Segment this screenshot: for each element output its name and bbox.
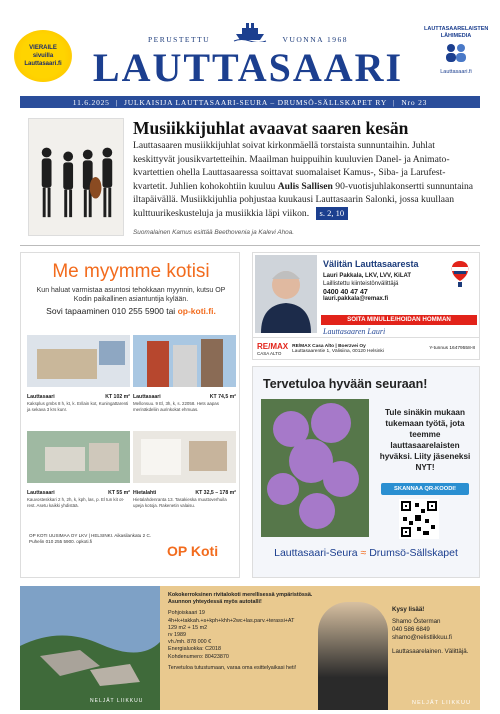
- listing-place: Hietalahti: [133, 490, 157, 496]
- op-footer: OP KOTI UUSIMAA OY LKV | HELSINKI. Aikasilankatu 2 C. Puhelin 010 255 5900. opkoti.fi: [29, 533, 152, 544]
- remax-balloon-icon: [447, 259, 473, 289]
- founded-line: [148, 35, 348, 44]
- listing-card[interactable]: [133, 431, 236, 508]
- call-me-banner[interactable]: SOITA MINULLE/HOIDAN HOMMAN: [321, 315, 477, 325]
- op-intro: Kun haluat varmistaa asuntosi tehokkaan myynnin, kutsu OP Kodin paikallinen asiantuntija kylään.: [36, 287, 226, 303]
- agent-name: Shamo Österman: [392, 618, 441, 625]
- badge-line-3: Lauttasaari.fi: [24, 61, 62, 67]
- remax-contact: [323, 273, 411, 304]
- lead-body-text: Lauttasaaren musiikkijuhlat soivat kirkonmäellä torstaista sunnuntaihin. Juhlat keskittyvät jousikvartetteihin. Maailman huippuihin kuuluvien Danel- ja Animato-kvartettien ohella Lauttasaaressa soittavat suomalaiset Kamus-, Siba- ja Larufest-kvartetit. Juhlien kohokohtiin kuuluu: [133, 140, 450, 192]
- lilac-photo: [261, 399, 369, 537]
- seura-name-fi: Lauttasaari-Seura: [274, 547, 358, 559]
- listing-card[interactable]: [27, 431, 130, 508]
- op-koti-logo: OP Koti: [167, 543, 219, 559]
- aerial-photo: [20, 586, 160, 710]
- ask-more: Kysy lisää!: [392, 606, 425, 613]
- remax-ytunnus: Y-tunnus 16479558-8: [429, 346, 475, 351]
- listing-place: Lauttasaari: [133, 394, 161, 400]
- op-tel-text: Sovi tapaaminen 010 255 5900 tai: [46, 306, 176, 316]
- separator: |: [393, 97, 396, 107]
- lead-bold-name: Aulis Sallisen: [277, 180, 333, 192]
- agent-role: Laillistettu kiinteistönvälittäjä: [323, 280, 399, 287]
- ad-line: Kohdenumero: 80423870: [168, 653, 229, 660]
- agent-portrait: [318, 602, 388, 710]
- agent-phone[interactable]: 0400 40 47 47: [323, 288, 368, 296]
- seura-footer: [253, 547, 479, 559]
- lead-body: [133, 139, 478, 220]
- remax-logo-sub: CASA ALTO: [257, 350, 282, 356]
- newspaper-title: LAUTTASAARI: [92, 45, 404, 90]
- lahimedia-site: Lauttasaari.fi: [440, 69, 472, 75]
- remax-footer: [253, 337, 479, 359]
- agency-brand: NELJÄT LIIKKUU: [412, 700, 472, 706]
- seura-headline: Tervetuloa hyvään seuraan!: [263, 377, 428, 391]
- agent-phone[interactable]: 040 586 6849: [392, 626, 430, 633]
- listing-desc: Mellonsuu. 9 El, 3h, k, s. 22058. Hets aapas merinäkdeliin aurinkokat ehmuas.: [133, 401, 219, 412]
- remax-title: Välitän Lauttasaaresta: [323, 259, 419, 269]
- dateline-bar: [20, 96, 480, 108]
- listing-price: KT 55 m²: [108, 490, 130, 496]
- photo-caption: Suomalainen Kamus esittää Beethovenia ja Kalevi Ahoa.: [133, 229, 295, 236]
- remax-company: RE/MAX Casa Alto | Boerzvei Oy: [292, 343, 366, 349]
- photo-watermark: NELJÄT LIIKKUU: [90, 698, 144, 704]
- real-estate-ad[interactable]: [20, 586, 480, 710]
- listing-card[interactable]: [133, 335, 236, 412]
- listing-photo: [133, 431, 236, 483]
- page-reference-link[interactable]: s. 2, 10: [316, 207, 349, 221]
- listing-photo: [27, 431, 130, 483]
- ad-line: 129 m2 + 15 m2: [168, 624, 208, 631]
- seura-text: Tule sinäkin mukaan tukemaan työtä, jota teemme lauttasaarelaisten hyväksi. Liity jäseneksi NYT!: [379, 408, 471, 472]
- seura-ad[interactable]: [252, 366, 480, 578]
- agent-signature: Lauttasaaren Lauri: [323, 327, 386, 336]
- listing-card[interactable]: [27, 335, 130, 412]
- listing-price: KT 102 m²: [105, 394, 130, 400]
- agent-email[interactable]: lauri.pakkala@remax.fi: [323, 296, 389, 303]
- agent-email[interactable]: shamo@nelistlikkuu.fi: [392, 634, 452, 641]
- lahimedia-title: LAUTTASAARELAISTEN LÄHIMEDIA: [424, 26, 489, 39]
- ad-tail: Tervetuloa tutustumaan, varaa oma esittelyaikasi heti!: [168, 664, 297, 671]
- lead-body-text-2: 90-vuotisjuhlakonsertti sunnuntaina iltapäivällä. Musiikkijuhlia pohjustaa kuukausi Lauttasaarin Salonki, jossa kuullaan kulttuurikeskusteluja ja musiikkia läpi viikon.: [133, 180, 474, 219]
- listing-price: KT 32,5 – 178 m²: [195, 490, 236, 496]
- listing-photo: [133, 335, 236, 387]
- ad-line: vh./mh. 878 000 €: [168, 639, 212, 646]
- ad-line: Energialuokka: C2018: [168, 646, 222, 653]
- op-link[interactable]: op-koti.fi.: [177, 306, 216, 316]
- op-koti-ad[interactable]: [20, 252, 240, 578]
- founded-right: VUONNA 1968: [282, 35, 348, 44]
- founded-left: PERUSTETTU: [148, 35, 211, 44]
- badge-line-1: VIERAILE: [29, 45, 57, 51]
- issue-number: Nro 23: [401, 97, 428, 107]
- separator: |: [115, 97, 119, 107]
- agent-photo: [255, 255, 317, 333]
- listing-place: Lauttasaari: [27, 490, 55, 496]
- masthead: [0, 0, 500, 96]
- badge-line-2: sivuilla: [32, 53, 54, 59]
- seura-name-sv: Drumsö-Sällskapet: [369, 547, 458, 559]
- ad-line: Pohjoiskaari 19: [168, 610, 205, 617]
- ad-line: rv 1989: [168, 632, 186, 639]
- listing-desc: Hietalahdenranta 13. Tasakieska muuttoverhuila upeja kotoja. Rakenetin valaisu.: [133, 497, 227, 508]
- op-headline: Me myymme kotisi: [52, 261, 210, 282]
- remax-address: Lauttasaarentie 1, Välisiina, 00120 Helsinki: [292, 348, 384, 354]
- issue-date: 11.6.2025: [72, 97, 110, 107]
- scan-qr-button[interactable]: SKANNAA QR-KOODI!: [381, 483, 469, 495]
- publisher: JULKAISIJA LAUTTASAARI-SEURA – DRUMSÖ-SÄLLSKAPET RY: [124, 97, 388, 107]
- remax-logo: RE/MAX: [257, 341, 289, 351]
- listing-desc: Kaksplus gmbs 8 h, kt, k. Erilain kot, Kuningattarenti ja sekava 3 krs kunr.: [27, 401, 129, 412]
- agent-name: Lauri Pakkala, LKV, LVV, KiLAT: [323, 273, 412, 279]
- listing-photo: [27, 335, 130, 387]
- ad-line: 4h+k+takkah.+s+kph+khh+2wc+las.parv.+terassi+AT: [168, 617, 295, 624]
- divider: [20, 245, 480, 246]
- qr-code-icon[interactable]: [399, 499, 439, 539]
- agent-slogan: Lauttasaarelainen. Välittäjä.: [392, 648, 469, 655]
- quartet-photo[interactable]: [28, 118, 124, 236]
- listing-place: Lauttasaari: [27, 394, 55, 400]
- ad-lead: Kokokerroksinen rivitalokoti merellisessä ympäristössä. Asunnon yhteydessä myös autotalli!: [168, 592, 313, 606]
- remax-ad[interactable]: [252, 252, 480, 360]
- seura-wave-icon: ≈: [360, 547, 367, 559]
- listing-desc: Kauvosteskkari 2 h, 2h, k, kph, las, p. El tun kit ot-rest. Asetu kaikki yhdistää.: [27, 497, 125, 508]
- listing-price: KT 74,5 m²: [209, 394, 236, 400]
- lauttasaari-fi-badge[interactable]: [14, 30, 72, 82]
- lahimedia-brand[interactable]: [424, 26, 488, 75]
- op-contact: [21, 306, 241, 316]
- agent-contact: [392, 606, 478, 656]
- lead-headline: Musiikkijuhlat avaavat saaren kesän: [133, 118, 409, 138]
- ad-text: [168, 592, 328, 672]
- people-icon: [443, 42, 469, 62]
